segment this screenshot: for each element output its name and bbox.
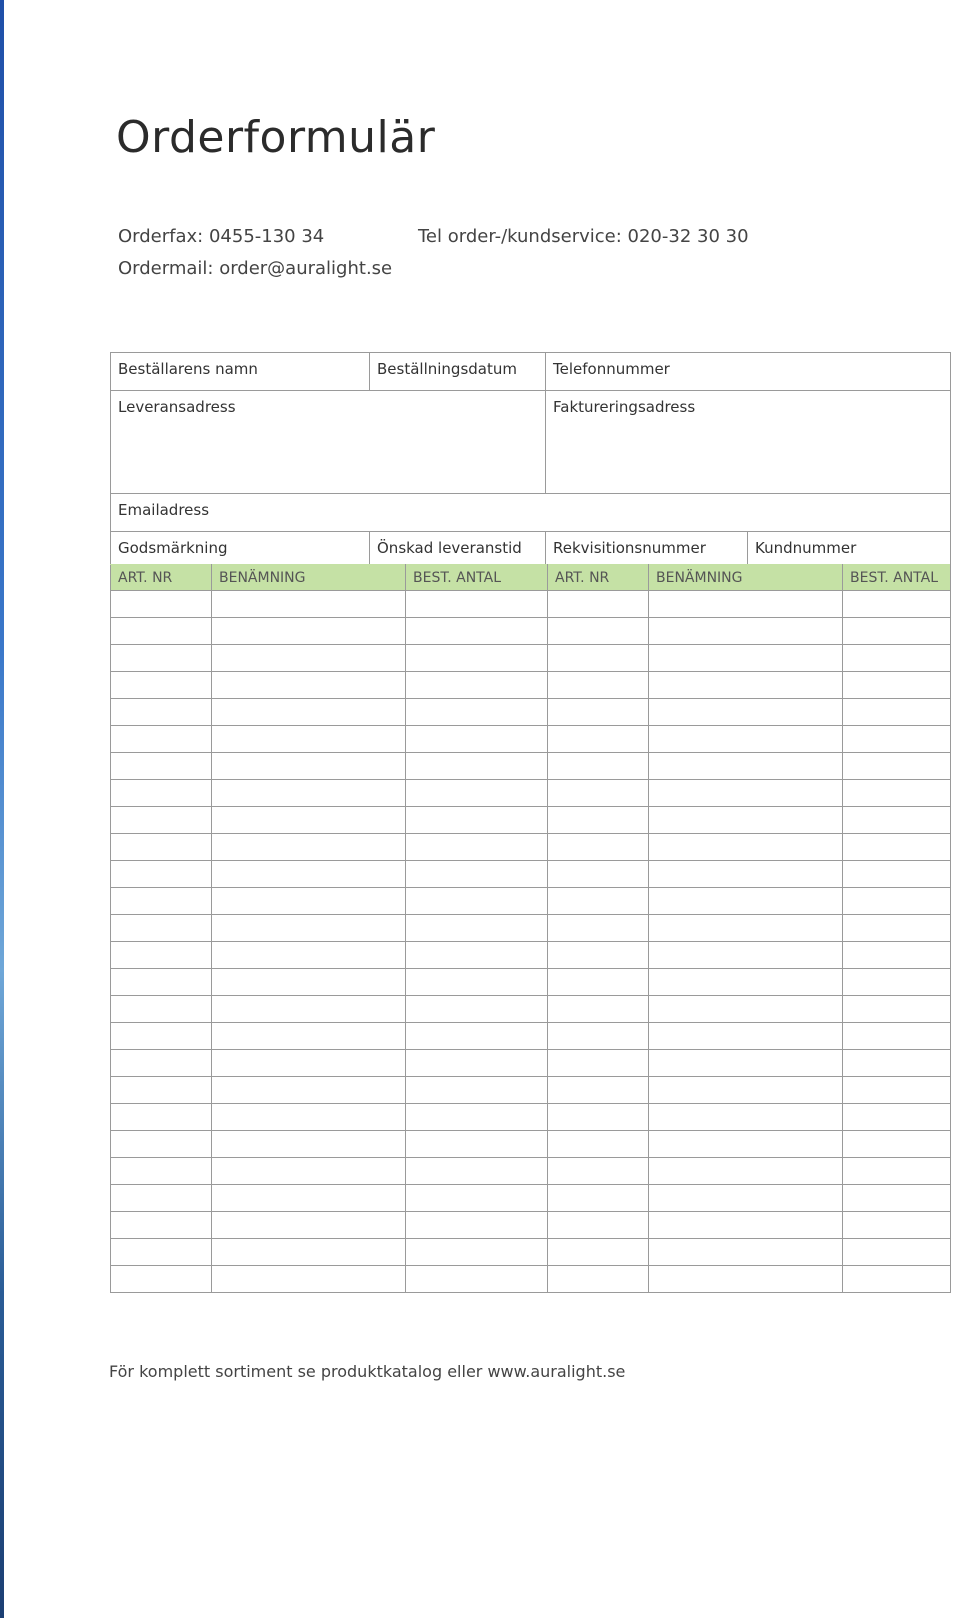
order-cell[interactable] [111,1239,212,1266]
order-cell[interactable] [111,726,212,753]
order-cell[interactable] [843,915,951,942]
order-cell[interactable] [406,1104,548,1131]
order-cell[interactable] [843,753,951,780]
order-cell[interactable] [212,672,406,699]
order-cell[interactable] [111,1158,212,1185]
order-cell[interactable] [548,1104,649,1131]
order-cell[interactable] [111,942,212,969]
order-cell[interactable] [548,1185,649,1212]
order-cell[interactable] [212,1104,406,1131]
order-cell[interactable] [548,861,649,888]
order-cell[interactable] [212,888,406,915]
order-cell[interactable] [212,1077,406,1104]
order-cell[interactable] [843,1212,951,1239]
footer-note: För komplett sortiment se produktkatalog eller www.auralight.se [109,1362,626,1381]
customer-service-phone: Tel order-/kundservice: 020-32 30 30 [418,226,749,247]
order-cell[interactable] [548,672,649,699]
order-cell[interactable] [111,915,212,942]
order-cell[interactable] [212,1158,406,1185]
order-cell[interactable] [843,726,951,753]
order-cell[interactable] [548,1050,649,1077]
order-cell[interactable] [843,807,951,834]
order-cell[interactable] [843,1050,951,1077]
order-cell[interactable] [843,1185,951,1212]
table-row [111,699,951,726]
order-cell[interactable] [111,1050,212,1077]
order-cell[interactable] [212,942,406,969]
order-cell[interactable] [111,996,212,1023]
order-cell[interactable] [406,1158,548,1185]
table-row [111,1185,951,1212]
order-cell[interactable] [649,645,843,672]
order-cell[interactable] [649,888,843,915]
order-cell[interactable] [212,1239,406,1266]
order-cell[interactable] [212,1266,406,1293]
order-cell[interactable] [111,753,212,780]
order-cell[interactable] [649,780,843,807]
order-cell[interactable] [212,753,406,780]
order-cell[interactable] [843,969,951,996]
order-cell[interactable] [649,591,843,618]
table-row [111,996,951,1023]
desired-delivery-field[interactable]: Önskad leveranstid [370,532,546,566]
order-cell[interactable] [406,1185,548,1212]
order-cell[interactable] [548,1239,649,1266]
order-cell[interactable] [111,591,212,618]
order-cell[interactable] [548,996,649,1023]
table-row [111,1077,951,1104]
order-cell[interactable] [111,780,212,807]
order-cell[interactable] [548,1077,649,1104]
order-cell[interactable] [111,834,212,861]
order-table-header [111,565,951,591]
order-cell[interactable] [548,1266,649,1293]
order-cell[interactable] [406,780,548,807]
order-cell[interactable] [548,1131,649,1158]
order-cell[interactable] [548,1023,649,1050]
order-cell[interactable] [548,1212,649,1239]
order-cell[interactable] [406,942,548,969]
order-cell[interactable] [649,726,843,753]
table-row [111,726,951,753]
order-cell[interactable] [843,834,951,861]
order-cell[interactable] [843,618,951,645]
table-row [111,672,951,699]
order-cell[interactable] [406,1131,548,1158]
order-cell[interactable] [111,807,212,834]
order-cell[interactable] [649,942,843,969]
order-cell[interactable] [212,1023,406,1050]
col-header-best-antal-2: BEST. ANTAL [843,565,951,591]
order-cell[interactable] [548,969,649,996]
table-row [111,834,951,861]
order-cell[interactable] [406,1023,548,1050]
order-cell[interactable] [649,1104,843,1131]
order-cell[interactable] [212,996,406,1023]
order-cell[interactable] [548,726,649,753]
order-cell[interactable] [843,780,951,807]
table-row [111,618,951,645]
order-cell[interactable] [649,915,843,942]
order-cell[interactable] [111,969,212,996]
order-cell[interactable] [649,861,843,888]
order-cell[interactable] [649,807,843,834]
order-cell[interactable] [843,1239,951,1266]
order-cell[interactable] [212,1050,406,1077]
order-cell[interactable] [406,618,548,645]
table-row [111,591,951,618]
table-row [111,861,951,888]
order-date-field[interactable]: Beställningsdatum [370,353,546,391]
order-cell[interactable] [212,645,406,672]
order-table-body [111,591,951,1293]
table-row [111,1266,951,1293]
table-row [111,753,951,780]
order-cell[interactable] [406,699,548,726]
order-cell[interactable] [649,1158,843,1185]
order-cell[interactable] [548,699,649,726]
col-header-art-nr-2: ART. NR [548,565,649,591]
order-cell[interactable] [212,726,406,753]
order-fax: Orderfax: 0455-130 34 [118,226,325,247]
order-cell[interactable] [843,1077,951,1104]
left-edge-stripe [0,0,4,1618]
order-cell[interactable] [649,1185,843,1212]
order-cell[interactable] [649,1131,843,1158]
order-cell[interactable] [406,861,548,888]
order-cell[interactable] [212,618,406,645]
order-cell[interactable] [212,780,406,807]
order-cell[interactable] [111,1212,212,1239]
order-cell[interactable] [843,645,951,672]
order-cell[interactable] [406,996,548,1023]
order-cell[interactable] [212,834,406,861]
order-cell[interactable] [649,699,843,726]
customer-number-field[interactable]: Kundnummer [748,532,951,566]
order-cell[interactable] [406,915,548,942]
order-cell[interactable] [212,969,406,996]
order-cell[interactable] [649,618,843,645]
order-cell[interactable] [843,1266,951,1293]
order-cell[interactable] [406,834,548,861]
table-row [111,780,951,807]
order-cell[interactable] [406,888,548,915]
order-cell[interactable] [111,672,212,699]
order-cell[interactable] [212,591,406,618]
order-cell[interactable] [406,1050,548,1077]
col-header-art-nr: ART. NR [111,565,212,591]
table-row [111,1023,951,1050]
table-row [111,942,951,969]
table-row [111,1239,951,1266]
order-cell[interactable] [843,942,951,969]
delivery-address-field[interactable]: Leveransadress [111,391,546,494]
order-cell[interactable] [406,753,548,780]
order-cell[interactable] [406,1212,548,1239]
order-cell[interactable] [111,888,212,915]
order-cell[interactable] [111,1185,212,1212]
page-title: Orderformulär [116,112,436,163]
requisition-number-field[interactable]: Rekvisitionsnummer [546,532,748,566]
order-cell[interactable] [843,861,951,888]
table-row [111,1158,951,1185]
order-cell[interactable] [649,996,843,1023]
order-cell[interactable] [406,1266,548,1293]
table-row [111,1104,951,1131]
order-cell[interactable] [548,618,649,645]
order-items-table [110,564,951,1293]
order-cell[interactable] [212,861,406,888]
order-cell[interactable] [649,1212,843,1239]
order-cell[interactable] [548,753,649,780]
order-cell[interactable] [649,672,843,699]
order-cell[interactable] [649,834,843,861]
order-cell[interactable] [843,672,951,699]
order-mail: Ordermail: order@auralight.se [118,258,393,279]
order-cell[interactable] [548,645,649,672]
order-cell[interactable] [843,1023,951,1050]
table-row [111,1131,951,1158]
order-cell[interactable] [111,618,212,645]
order-cell[interactable] [548,591,649,618]
order-cell[interactable] [843,591,951,618]
order-cell[interactable] [212,915,406,942]
col-header-benamning: BENÄMNING [212,565,406,591]
order-cell[interactable] [843,699,951,726]
order-cell[interactable] [548,807,649,834]
order-cell[interactable] [111,861,212,888]
order-cell[interactable] [649,1050,843,1077]
order-cell[interactable] [548,780,649,807]
order-cell[interactable] [843,996,951,1023]
table-row [111,888,951,915]
customer-info-form [110,352,951,566]
order-cell[interactable] [843,1158,951,1185]
order-cell[interactable] [406,672,548,699]
orderer-name-field[interactable]: Beställarens namn [111,353,370,391]
order-cell[interactable] [111,1077,212,1104]
order-cell[interactable] [649,1239,843,1266]
table-row [111,915,951,942]
table-row [111,1212,951,1239]
order-cell[interactable] [548,1158,649,1185]
order-cell[interactable] [649,753,843,780]
order-cell[interactable] [649,1077,843,1104]
order-cell[interactable] [406,1239,548,1266]
order-cell[interactable] [111,1023,212,1050]
table-row [111,807,951,834]
table-row [111,645,951,672]
order-cell[interactable] [111,1104,212,1131]
goods-marking-field[interactable]: Godsmärkning [111,532,370,566]
order-cell[interactable] [406,969,548,996]
table-row [111,1050,951,1077]
order-cell[interactable] [406,726,548,753]
order-cell[interactable] [649,969,843,996]
order-cell[interactable] [843,888,951,915]
order-cell[interactable] [212,1212,406,1239]
order-cell[interactable] [548,915,649,942]
order-cell[interactable] [212,1131,406,1158]
order-cell[interactable] [843,1131,951,1158]
order-cell[interactable] [406,645,548,672]
col-header-best-antal: BEST. ANTAL [406,565,548,591]
col-header-benamning-2: BENÄMNING [649,565,843,591]
order-cell[interactable] [111,699,212,726]
order-cell[interactable] [649,1266,843,1293]
order-cell[interactable] [548,942,649,969]
order-cell[interactable] [111,1131,212,1158]
order-cell[interactable] [212,699,406,726]
phone-number-field[interactable]: Telefonnummer [546,353,951,391]
order-cell[interactable] [111,645,212,672]
billing-address-field[interactable]: Faktureringsadress [546,391,951,494]
order-cell[interactable] [406,591,548,618]
order-cell[interactable] [649,1023,843,1050]
order-cell[interactable] [548,834,649,861]
order-cell[interactable] [212,807,406,834]
order-cell[interactable] [111,1266,212,1293]
order-cell[interactable] [548,888,649,915]
order-cell[interactable] [843,1104,951,1131]
order-cell[interactable] [212,1185,406,1212]
order-cell[interactable] [406,1077,548,1104]
email-field[interactable]: Emailadress [111,494,951,532]
order-cell[interactable] [406,807,548,834]
table-row [111,969,951,996]
